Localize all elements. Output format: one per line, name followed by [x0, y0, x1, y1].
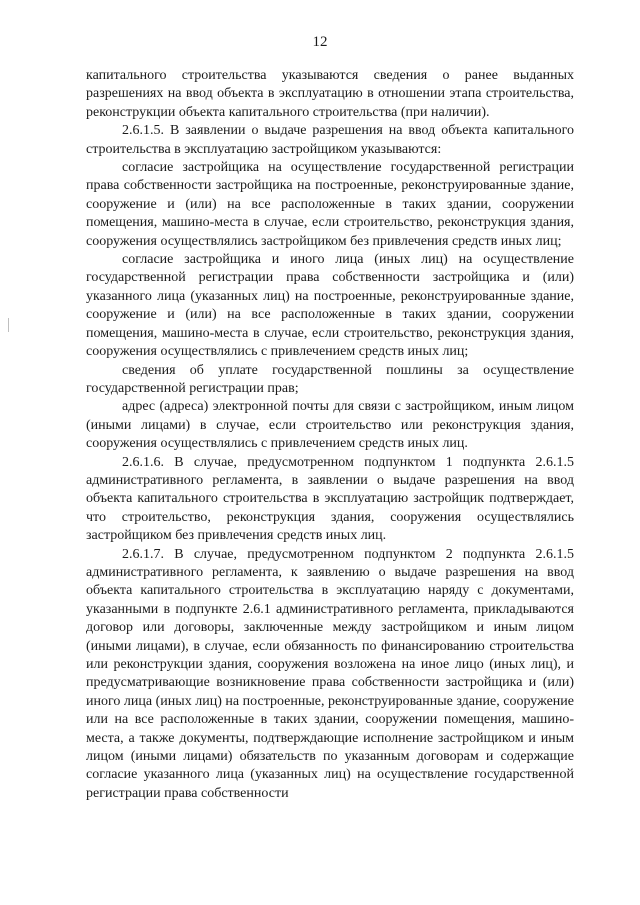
margin-mark — [8, 318, 9, 332]
paragraph-state-fee: сведения об уплате государственной пошлины за осуществление государственной регистрации прав; — [86, 362, 574, 396]
paragraph-continuation: капитального строительства указываются сведения о ранее выданных разрешениях на ввод объекта в эксплуатацию в отношении этапа строительства, реконструкции объекта капитального строительства (при наличии). — [86, 68, 574, 120]
paragraph-consent-other-persons: согласие застройщика и иного лица (иных лиц) на осуществление государственной регистрации права собственности застройщика и (или) указанного лица (указанных лиц) на построенные, реконструированные здание, сооружение и (или) на все расположенные в таких здании, сооружении помещения, машино-места в случае, если строительство, реконструкция здания, сооружения осуществлялись с привлечением средств иных лиц; — [86, 252, 574, 360]
paragraph-2-6-1-6: 2.6.1.6. В случае, предусмотренном подпунктом 1 подпункта 2.6.1.5 административного регламента, в заявлении о выдаче разрешения на ввод объекта капитального строительства в эксплуатацию застройщик подтверждает, что строительство, реконструкция здания, сооружения осуществлялись застройщиком без привлечения средств иных лиц. — [86, 454, 574, 544]
paragraph-2-6-1-5: 2.6.1.5. В заявлении о выдаче разрешения на ввод объекта капитального строительства в эксплуатацию застройщиком указываются: — [86, 123, 574, 157]
paragraph-2-6-1-7: 2.6.1.7. В случае, предусмотренном подпунктом 2 подпункта 2.6.1.5 административного регламента, к заявлению о выдаче разрешения на ввод объекта капитального строительства в эксплуатацию наряду с документами, указанными в подпункте 2.6.1 административного регламента, прикладываются договор или договоры, заключенные между застройщиком и иным лицом (иными лицами), в случае, если обязанность по финансированию строительства или реконструкции здания, сооружения возложена на иное лицо (иных лиц), и предусматривающие возникновение права собственности застройщика и (или) иного лица (иных лиц) на построенные, реконструированные здание, сооружение или на все расположенные в таких здании, сооружении помещения, машино-места, а также документы, подтверждающие исполнение застройщиком и иным лицом (иными лицами) обязательств по указанным договорам и содержащие согласие указанного лица (указанных лиц) на осуществление государственной регистрации права собственности — [86, 546, 574, 801]
paragraph-email-address: адрес (адреса) электронной почты для связи с застройщиком, иным лицом (иными лицами) в случае, если строительство или реконструкция здания, сооружения осуществлялись с привлечением средств иных лиц. — [86, 399, 574, 452]
page-number: 12 — [312, 34, 328, 50]
paragraph-consent-developer: согласие застройщика на осуществление государственной регистрации права собственности застройщика на построенные, реконструированные здание, сооружение и (или) на все расположенные в таких здании, сооружении помещения, машино-места в случае, если строительство, реконструкция здания, сооружения осуществлялись застройщиком без привлечения средств иных лиц; — [86, 160, 574, 249]
document-body — [86, 67, 574, 803]
